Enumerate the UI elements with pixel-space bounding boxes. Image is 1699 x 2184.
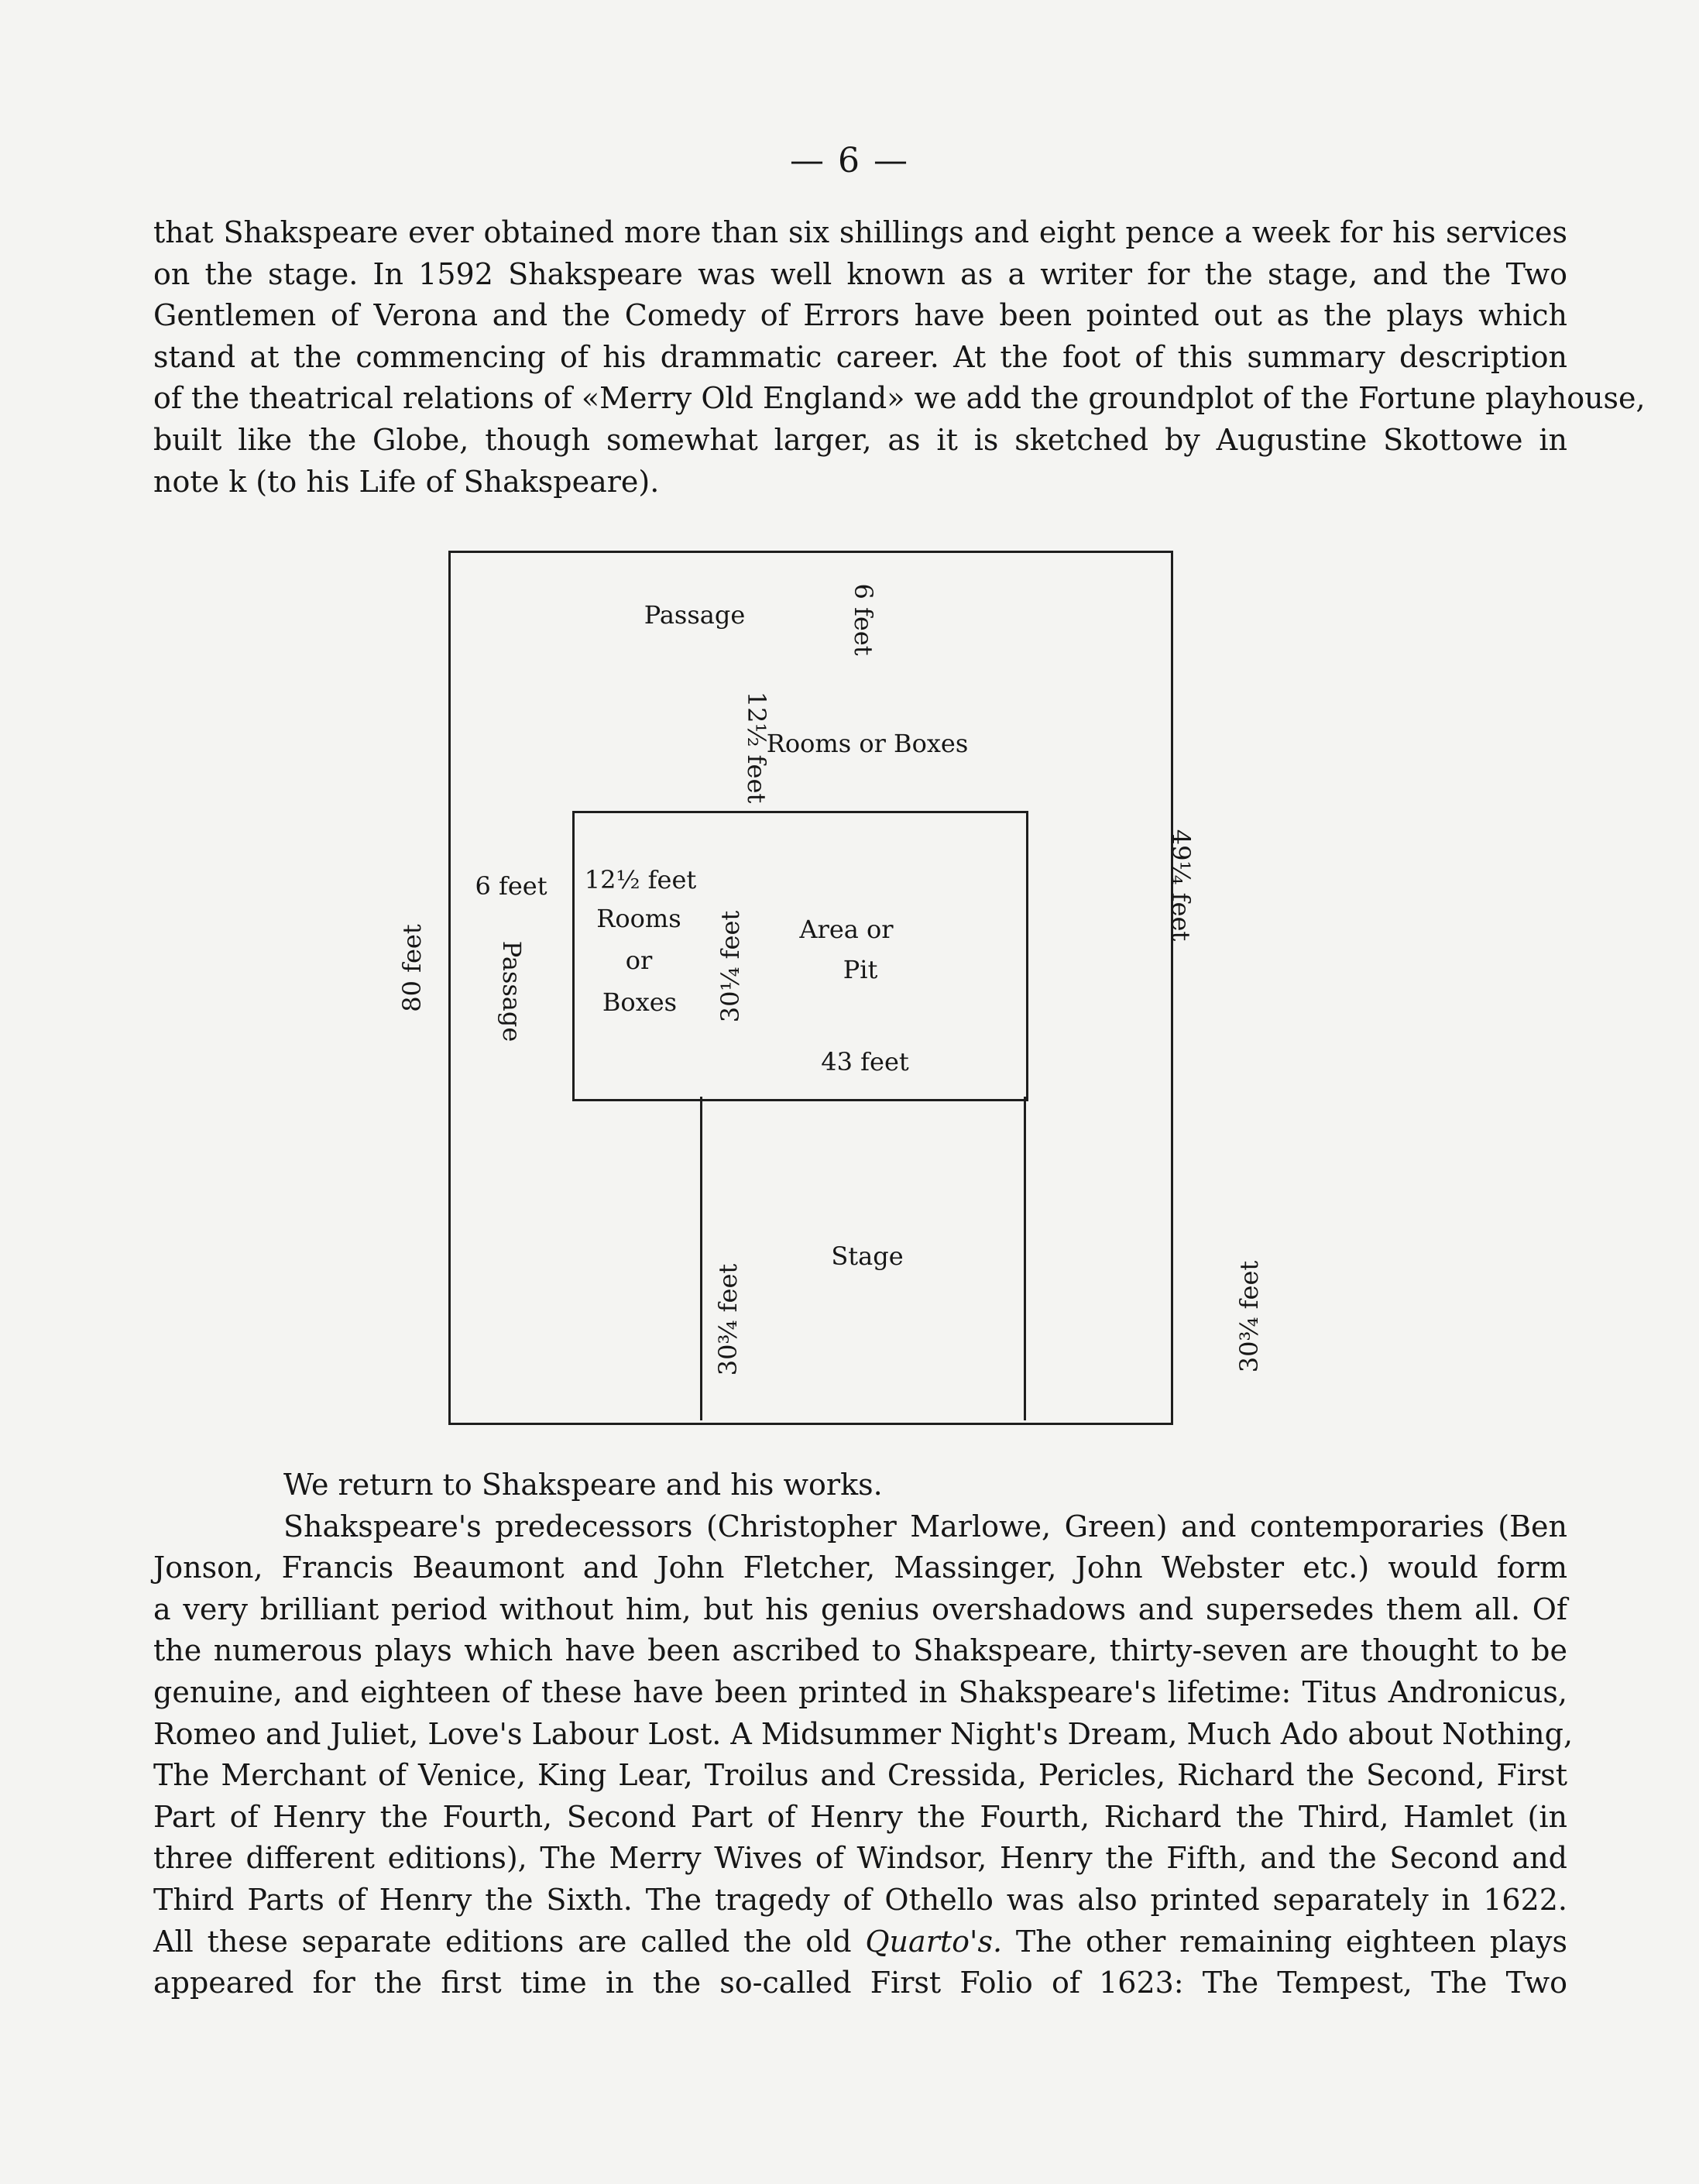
text-line: We return to Shakspeare and his works.: [283, 1468, 883, 1502]
text-line: [153, 1921, 1567, 1963]
label-49-quarter-feet: 49¼ feet: [1166, 829, 1196, 942]
label-area-or: Area or: [799, 915, 894, 944]
text-line: of the theatrical relations of «Merry Old England» we add the groundplot of the Fortune playhouse,: [153, 381, 1646, 416]
label-30-three-quarter-feet-left: 30¾ feet: [713, 1263, 743, 1376]
text-line: Gentlemen of Verona and the Comedy of Errors have been pointed out as the plays which: [153, 298, 1567, 333]
label-30-three-quarter-feet-right: 30¾ feet: [1234, 1260, 1264, 1373]
text-line: three different editions), The Merry Wives of Windsor, Henry the Fifth, and the Second and: [153, 1841, 1567, 1876]
label-30-quarter-feet-pit: 30¼ feet: [716, 910, 745, 1023]
label-12-half-feet-vertical: 12½ feet: [742, 691, 771, 804]
text-line: that Shakspeare ever obtained more than six shillings and eight pence a week for his services: [153, 215, 1567, 249]
label-12-half-feet-left: 12½ feet: [584, 865, 697, 895]
label-80-feet: 80 feet: [397, 924, 427, 1012]
label-6-feet-top: 6 feet: [849, 583, 878, 656]
text-line: note k (to his Life of Shakspeare).: [153, 464, 660, 499]
label-boxes-left: Boxes: [602, 987, 678, 1017]
text-segment: All these separate editions are called the old: [153, 1924, 852, 1959]
text-segment: The other remaining eighteen plays: [1015, 1924, 1567, 1959]
page-number: — 6 —: [790, 141, 909, 180]
text-line: The Merchant of Venice, King Lear, Troilus and Cressida, Pericles, Richard the Second, First: [153, 1758, 1567, 1793]
label-stage: Stage: [831, 1241, 904, 1271]
text-line: a very brilliant period without him, but his genius overshadows and supersedes them all. Of: [153, 1592, 1567, 1626]
label-passage-top: Passage: [644, 600, 746, 630]
text-line: Third Parts of Henry the Sixth. The tragedy of Othello was also printed separately in 1622.: [153, 1882, 1567, 1917]
label-or-left: or: [625, 946, 653, 975]
bottom-paragraph: [153, 1465, 1574, 2004]
text-line: the numerous plays which have been ascribed to Shakspeare, thirty-seven are thought to be: [153, 1633, 1567, 1668]
label-6-feet-left: 6 feet: [475, 871, 547, 901]
label-pit: Pit: [843, 955, 878, 984]
quartos-italic: Quarto's.: [865, 1924, 1003, 1959]
text-line: Part of Henry the Fourth, Second Part of Henry the Fourth, Richard the Third, Hamlet (in: [153, 1799, 1567, 1834]
stage-left-line: [700, 1097, 702, 1420]
text-line: on the stage. In 1592 Shakspeare was well known as a writer for the stage, and the Two: [153, 256, 1567, 291]
label-rooms-left: Rooms: [596, 904, 681, 933]
text-line: Romeo and Juliet, Love's Labour Lost. A Midsummer Night's Dream, Much Ado about Nothing,: [153, 1716, 1574, 1751]
text-line: genuine, and eighteen of these have been printed in Shakspeare's lifetime: Titus Andronicus,: [153, 1674, 1567, 1709]
top-paragraph: [153, 212, 1646, 503]
stage-right-line: [1024, 1097, 1026, 1420]
text-line: built like the Globe, though somewhat larger, as it is sketched by Augustine Skottowe in: [153, 422, 1567, 457]
text-line: Jonson, Francis Beaumont and John Fletcher, Massinger, John Webster etc.) would form: [153, 1550, 1567, 1585]
label-rooms-or-boxes-top: Rooms or Boxes: [766, 729, 969, 758]
text-line: stand at the commencing of his drammatic career. At the foot of this summary description: [153, 339, 1567, 374]
label-passage-left: Passage: [497, 940, 527, 1042]
text-line: Shakspeare's predecessors (Christopher Marlowe, Green) and contemporaries (Ben: [283, 1509, 1567, 1544]
label-43-feet: 43 feet: [821, 1047, 909, 1077]
text-line: appeared for the first time in the so-called First Folio of 1623: The Tempest, The Two: [153, 1966, 1567, 2000]
